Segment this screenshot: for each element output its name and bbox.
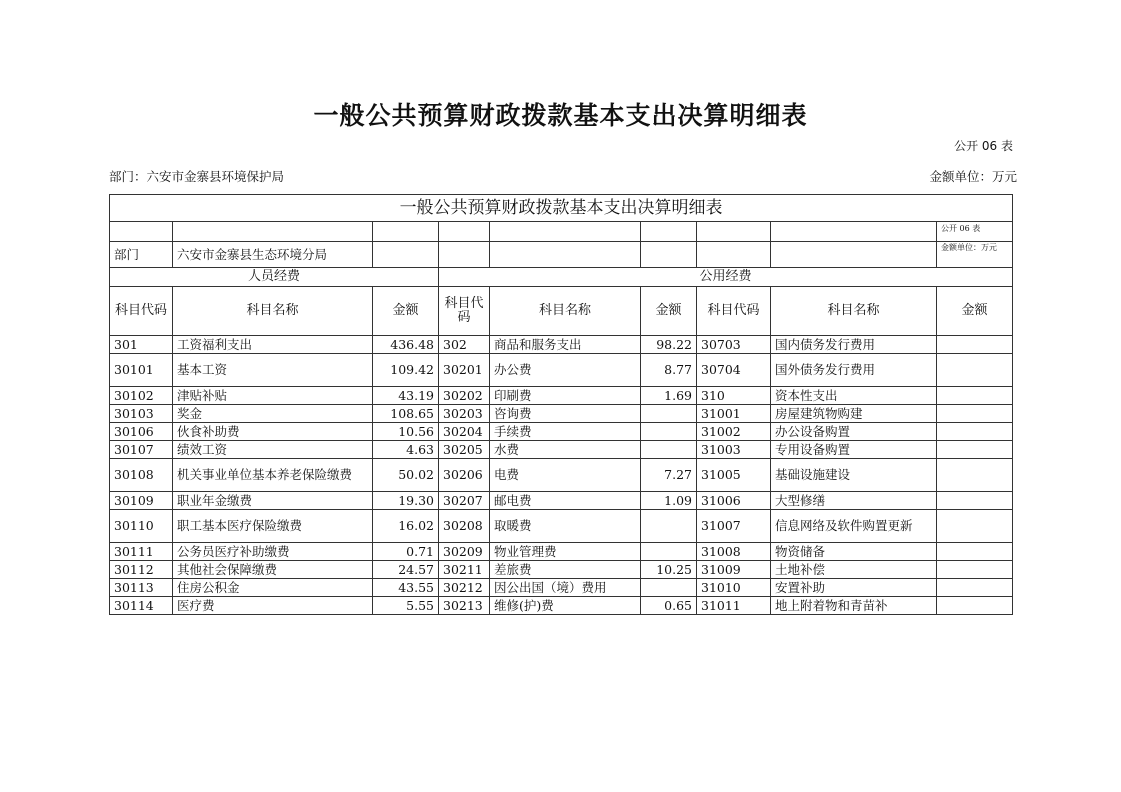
amount-cell: [641, 423, 697, 441]
table-row: [110, 336, 1013, 354]
amount-cell: [641, 441, 697, 459]
name-cell: 因公出国（境）费用: [490, 579, 641, 597]
personnel-group-header: 人员经费: [110, 268, 439, 287]
code-cell: 30106: [110, 423, 173, 441]
name-cell: 国内债务发行费用: [771, 336, 937, 354]
column-header-row: [110, 287, 1013, 336]
code-cell: 30203: [439, 405, 490, 423]
department-label: 部门：六安市金寨县环境保护局: [109, 169, 285, 184]
name-cell: 物资储备: [771, 543, 937, 561]
amount-unit-label: 金额单位：万元: [929, 169, 1017, 184]
name-cell: 住房公积金: [173, 579, 373, 597]
amount-cell: [937, 510, 1013, 543]
name-cell: 专用设备购置: [771, 441, 937, 459]
name-cell: 手续费: [490, 423, 641, 441]
amount-cell: 1.09: [641, 492, 697, 510]
code-cell: 310: [697, 387, 771, 405]
code-cell: 30213: [439, 597, 490, 615]
code-cell: 30204: [439, 423, 490, 441]
name-cell: 国外债务发行费用: [771, 354, 937, 387]
name-cell: 资本性支出: [771, 387, 937, 405]
table-row: [110, 543, 1013, 561]
amount-cell: 436.48: [373, 336, 439, 354]
amount-cell: [641, 579, 697, 597]
code-cell: 30109: [110, 492, 173, 510]
table-row: [110, 492, 1013, 510]
amount-cell: 10.25: [641, 561, 697, 579]
group-header-row: [110, 268, 1013, 287]
code-cell: 31003: [697, 441, 771, 459]
code-cell: 30101: [110, 354, 173, 387]
col-header-amount: 金额: [373, 287, 439, 336]
code-cell: 30110: [110, 510, 173, 543]
col-header-name-3: 科目名称: [771, 287, 937, 336]
name-cell: 机关事业单位基本养老保险缴费: [173, 459, 373, 492]
name-cell: 物业管理费: [490, 543, 641, 561]
name-cell: 商品和服务支出: [490, 336, 641, 354]
amount-cell: 50.02: [373, 459, 439, 492]
table-row: [110, 441, 1013, 459]
amount-cell: [937, 405, 1013, 423]
code-cell: 30114: [110, 597, 173, 615]
table-row: [110, 561, 1013, 579]
name-cell: 基本工资: [173, 354, 373, 387]
name-cell: 职业年金缴费: [173, 492, 373, 510]
code-cell: 30205: [439, 441, 490, 459]
amount-cell: [937, 387, 1013, 405]
code-cell: 30107: [110, 441, 173, 459]
code-cell: 31001: [697, 405, 771, 423]
amount-cell: 108.65: [373, 405, 439, 423]
name-cell: 伙食补助费: [173, 423, 373, 441]
table-row: [110, 459, 1013, 492]
name-cell: 安置补助: [771, 579, 937, 597]
name-cell: 办公费: [490, 354, 641, 387]
amount-cell: [937, 597, 1013, 615]
amount-cell: 5.55: [373, 597, 439, 615]
name-cell: 工资福利支出: [173, 336, 373, 354]
table-row: [110, 423, 1013, 441]
code-cell: 301: [110, 336, 173, 354]
name-cell: 其他社会保障缴费: [173, 561, 373, 579]
amount-cell: 24.57: [373, 561, 439, 579]
amount-cell: [937, 354, 1013, 387]
code-cell: 302: [439, 336, 490, 354]
blank-row: [110, 222, 1013, 242]
code-cell: 31010: [697, 579, 771, 597]
code-cell: 30112: [110, 561, 173, 579]
department-row: [110, 242, 1013, 268]
code-cell: 30704: [697, 354, 771, 387]
code-cell: 30209: [439, 543, 490, 561]
table-row: [110, 597, 1013, 615]
amount-cell: [641, 543, 697, 561]
code-cell: 30208: [439, 510, 490, 543]
amount-cell: 8.77: [641, 354, 697, 387]
amount-cell: 19.30: [373, 492, 439, 510]
amount-cell: [937, 423, 1013, 441]
table-row: [110, 354, 1013, 387]
amount-cell: 7.27: [641, 459, 697, 492]
col-header-code-3: 科目代码: [697, 287, 771, 336]
col-header-code-2: 科目代码: [439, 287, 490, 336]
name-cell: 邮电费: [490, 492, 641, 510]
col-header-code: 科目代码: [110, 287, 173, 336]
code-cell: 30202: [439, 387, 490, 405]
code-cell: 30207: [439, 492, 490, 510]
table-row: [110, 510, 1013, 543]
amount-cell: 1.69: [641, 387, 697, 405]
name-cell: 地上附着物和青苗补: [771, 597, 937, 615]
department-label-cell: 部门: [110, 242, 173, 268]
name-cell: 办公设备购置: [771, 423, 937, 441]
name-cell: 基础设施建设: [771, 459, 937, 492]
code-cell: 30103: [110, 405, 173, 423]
table-row: [110, 579, 1013, 597]
col-header-name: 科目名称: [173, 287, 373, 336]
amount-cell: [937, 579, 1013, 597]
amount-cell: [641, 510, 697, 543]
form-number: 公开 06 表: [954, 139, 1013, 153]
name-cell: 大型修缮: [771, 492, 937, 510]
code-cell: 31009: [697, 561, 771, 579]
amount-cell: 0.71: [373, 543, 439, 561]
col-header-amount-3: 金额: [937, 287, 1013, 336]
amount-cell: [937, 459, 1013, 492]
amount-cell: [937, 441, 1013, 459]
code-cell: 30102: [110, 387, 173, 405]
name-cell: 奖金: [173, 405, 373, 423]
code-cell: 30108: [110, 459, 173, 492]
amount-cell: [937, 543, 1013, 561]
name-cell: 差旅费: [490, 561, 641, 579]
amount-cell: 0.65: [641, 597, 697, 615]
code-cell: 30113: [110, 579, 173, 597]
amount-cell: [937, 336, 1013, 354]
name-cell: 公务员医疗补助缴费: [173, 543, 373, 561]
code-cell: 30703: [697, 336, 771, 354]
name-cell: 信息网络及软件购置更新: [771, 510, 937, 543]
amount-cell: [937, 492, 1013, 510]
name-cell: 水费: [490, 441, 641, 459]
name-cell: 电费: [490, 459, 641, 492]
amount-cell: [937, 561, 1013, 579]
amount-cell: 43.19: [373, 387, 439, 405]
name-cell: 维修(护)费: [490, 597, 641, 615]
amount-cell: 43.55: [373, 579, 439, 597]
table-unit-label: 金额单位：万元: [937, 242, 1013, 268]
code-cell: 30111: [110, 543, 173, 561]
amount-cell: 98.22: [641, 336, 697, 354]
table-title: 一般公共预算财政拨款基本支出决算明细表: [110, 195, 1013, 222]
department-name-cell: 六安市金寨县生态环境分局: [173, 242, 373, 268]
code-cell: 30206: [439, 459, 490, 492]
name-cell: 取暖费: [490, 510, 641, 543]
code-cell: 31007: [697, 510, 771, 543]
code-cell: 30212: [439, 579, 490, 597]
name-cell: 房屋建筑物购建: [771, 405, 937, 423]
name-cell: 医疗费: [173, 597, 373, 615]
name-cell: 土地补偿: [771, 561, 937, 579]
name-cell: 绩效工资: [173, 441, 373, 459]
col-header-amount-2: 金额: [641, 287, 697, 336]
amount-cell: 10.56: [373, 423, 439, 441]
name-cell: 印刷费: [490, 387, 641, 405]
amount-cell: 4.63: [373, 441, 439, 459]
table-row: [110, 405, 1013, 423]
table-form-number: 公开 06 表: [937, 222, 1013, 242]
code-cell: 30211: [439, 561, 490, 579]
amount-cell: 16.02: [373, 510, 439, 543]
code-cell: 31011: [697, 597, 771, 615]
name-cell: 职工基本医疗保险缴费: [173, 510, 373, 543]
name-cell: 津贴补贴: [173, 387, 373, 405]
code-cell: 30201: [439, 354, 490, 387]
code-cell: 31008: [697, 543, 771, 561]
table-row: [110, 387, 1013, 405]
amount-cell: 109.42: [373, 354, 439, 387]
code-cell: 31002: [697, 423, 771, 441]
page-title: 一般公共预算财政拨款基本支出决算明细表: [313, 101, 808, 130]
code-cell: 31006: [697, 492, 771, 510]
expenditure-table: [109, 194, 1013, 615]
code-cell: 31005: [697, 459, 771, 492]
name-cell: 咨询费: [490, 405, 641, 423]
amount-cell: [641, 405, 697, 423]
col-header-name-2: 科目名称: [490, 287, 641, 336]
public-group-header: 公用经费: [439, 268, 1013, 287]
